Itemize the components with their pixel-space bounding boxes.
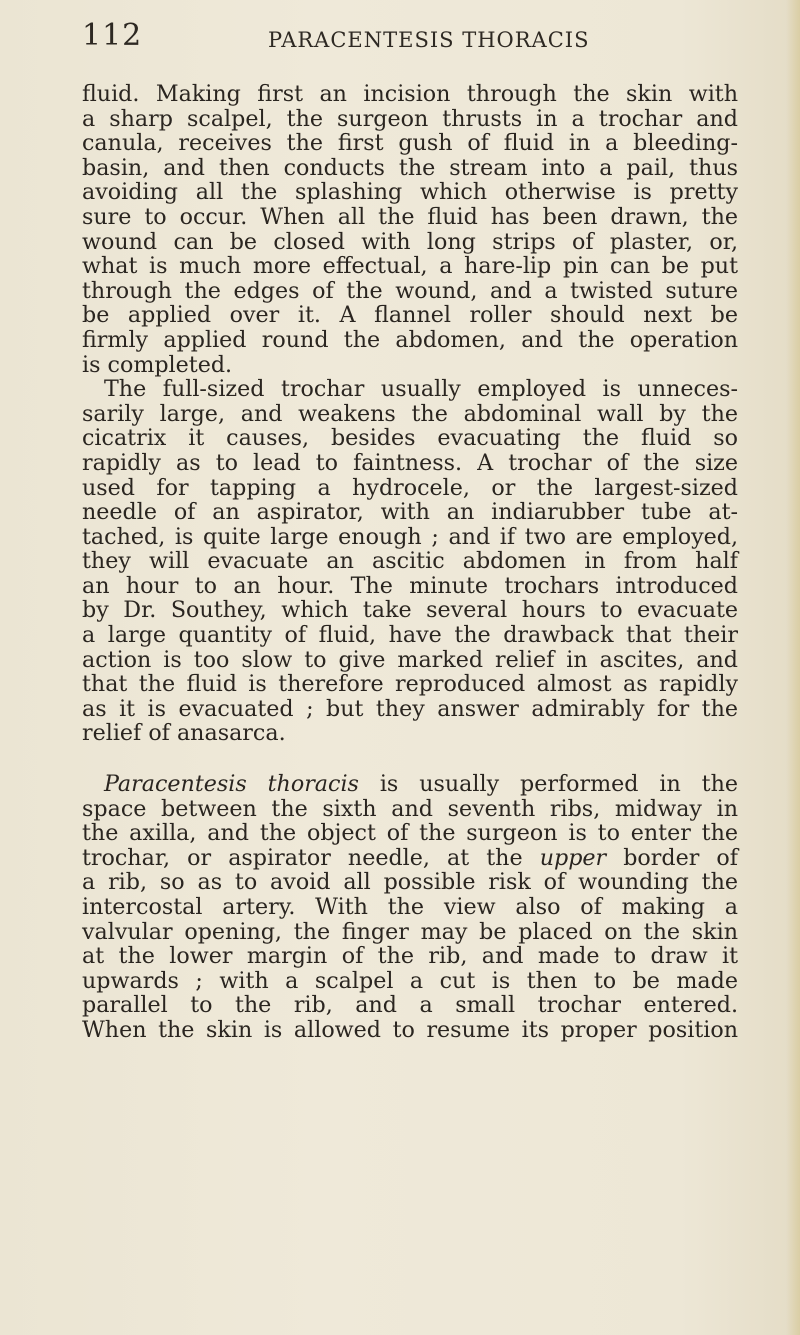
text-line: a rib, so as to avoid all possible risk of wounding the	[82, 869, 738, 896]
text-line: intercostal artery. With the view also of making a	[82, 894, 738, 920]
page-number: 112	[82, 18, 143, 53]
text-line: sure to occur. When all the fluid has been drawn, the	[82, 203, 738, 230]
text-line: The full-sized trochar usually employed is unneces-	[104, 376, 738, 403]
text-line: cicatrix it causes, besides evacuating the fluid so	[82, 425, 738, 452]
text-line: they will evacuate an ascitic abdomen in from half	[82, 548, 738, 575]
text-line: a sharp scalpel, the surgeon thrusts in a trochar and	[82, 105, 738, 132]
running-head: PARACENTESIS THORACIS	[268, 28, 590, 52]
text-line: by Dr. Southey, which take several hours to evacuate	[82, 597, 738, 624]
text-fragment: is usually performed in the	[358, 771, 738, 798]
text-line: upwards ; with a scalpel a cut is then to be made	[82, 967, 738, 994]
text-line: action is too slow to give marked relief in ascites, and	[82, 646, 738, 673]
text-line: that the fluid is therefore reproduced almost as rapidly	[82, 671, 738, 698]
page-edge-stain	[786, 0, 800, 1335]
text-line: what is much more effectual, a hare-lip pin can be put	[82, 253, 738, 280]
text-fragment: trochar, or aspirator needle, at the	[82, 844, 540, 871]
text-line: relief of anasarca.	[82, 720, 286, 747]
text-line: used for tapping a hydrocele, or the largest-sized	[82, 474, 738, 501]
text-line: parallel to the rib, and a small trochar entered.	[82, 992, 738, 1019]
text-line: needle of an aspirator, with an indiarubber tube at-	[82, 499, 738, 526]
text-line: the axilla, and the object of the surgeon is to enter the	[82, 820, 738, 847]
italic-heading: Paracentesis thoracis	[104, 771, 359, 798]
text-line: fluid. Making first an incision through the skin with	[82, 81, 738, 107]
text-line: at the lower margin of the rib, and made to draw it	[82, 943, 738, 970]
text-line: tached, is quite large enough ; and if two are employed,	[82, 523, 738, 550]
text-line: sarily large, and weakens the abdominal wall by the	[82, 400, 738, 427]
text-line: wound can be closed with long strips of plaster, or,	[82, 228, 738, 255]
text-line: avoiding all the splashing which otherwise is pretty	[82, 179, 738, 206]
text-line: be applied over it. A flannel roller should next be	[82, 302, 738, 329]
text-line: an hour to an hour. The minute trochars introduced	[82, 572, 738, 599]
text-line: through the edges of the wound, and a twisted suture	[82, 277, 738, 304]
text-line	[82, 772, 738, 797]
italic-word: upper	[539, 844, 607, 871]
text-line: canula, receives the first gush of fluid in a bleeding-	[82, 130, 738, 157]
text-line	[82, 846, 738, 871]
text-line: is completed.	[82, 351, 233, 378]
text-line: a large quantity of fluid, have the drawback that their	[82, 622, 738, 649]
text-line: basin, and then conducts the stream into a pail, thus	[82, 154, 738, 181]
text-line: rapidly as to lead to faintness. A trochar of the size	[82, 449, 738, 476]
text-line: valvular opening, the finger may be placed on the skin	[82, 918, 738, 945]
paragraph-2	[82, 377, 738, 746]
body-text	[82, 82, 738, 1043]
text-line: When the skin is allowed to resume its proper position	[82, 1016, 738, 1043]
page-header	[82, 18, 742, 68]
text-line: as it is evacuated ; but they answer admirably for the	[82, 695, 738, 722]
paragraph-3	[82, 772, 738, 1043]
text-line: space between the sixth and seventh ribs, midway in	[82, 795, 738, 822]
paragraph-1	[82, 82, 738, 377]
text-line: firmly applied round the abdomen, and the operation	[82, 326, 738, 353]
text-fragment: border of	[606, 844, 738, 871]
